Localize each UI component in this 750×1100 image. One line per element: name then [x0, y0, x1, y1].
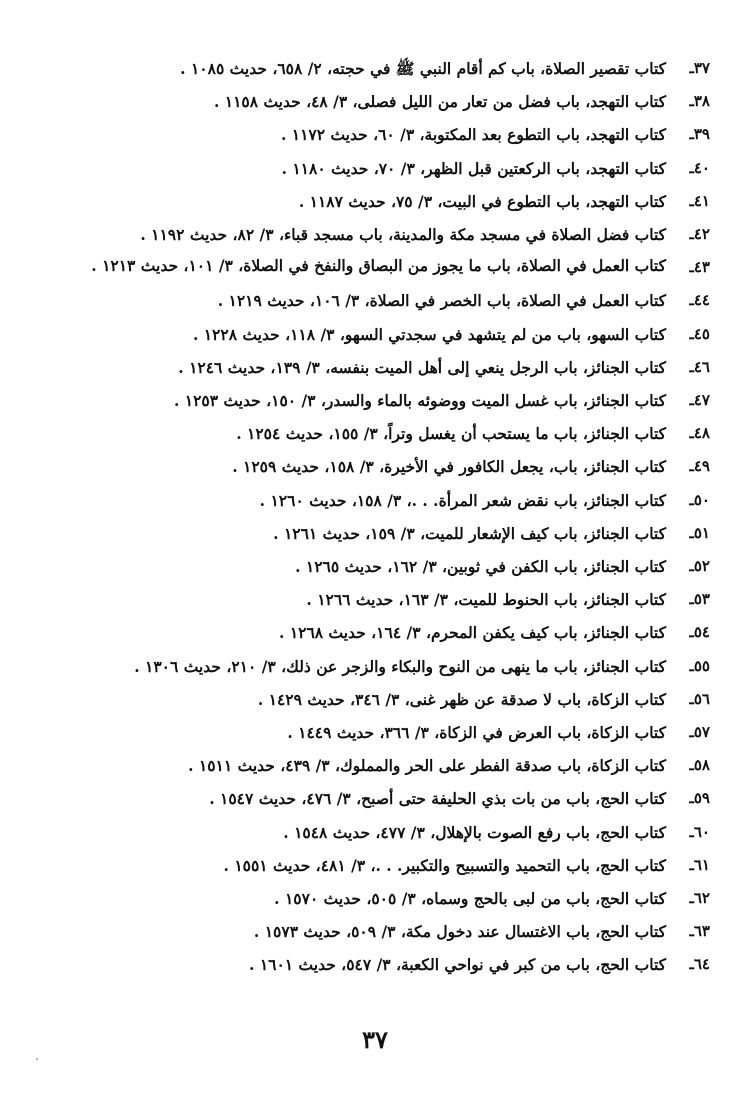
- margin-dot: [36, 1058, 38, 1060]
- reference-entry: [40, 152, 710, 185]
- reference-entry: [40, 85, 710, 118]
- entry-number: ٥١ـ: [689, 523, 710, 542]
- reference-entry: [40, 284, 710, 317]
- entry-number: ٥٤ـ: [689, 623, 710, 642]
- reference-entry: [40, 517, 710, 550]
- entry-number: ٥٧ـ: [689, 723, 710, 742]
- entry-text: كتاب الحج، باب الاغتسال عند دخول مكة، ٣/ ٥٠٩، حديث ١٥٧٣ .: [253, 922, 666, 942]
- entry-number: ٤٢ـ: [689, 225, 710, 244]
- entry-number: ٦٤ـ: [689, 955, 710, 974]
- entry-number: ٦٠ـ: [689, 822, 710, 841]
- entry-number: ٤٤ـ: [689, 291, 710, 310]
- reference-entry: [40, 351, 710, 384]
- reference-entry: [40, 782, 710, 815]
- entry-text: كتاب التهجد، باب التطوع بعد المكتوبة، ٣/ ٦٠، حديث ١١٧٢ .: [280, 125, 666, 145]
- entry-number: ٣٩ـ: [689, 125, 710, 144]
- entry-number: ٤٧ـ: [689, 391, 710, 410]
- reference-entry: [40, 550, 710, 583]
- reference-entry: [40, 185, 710, 218]
- reference-entry: [40, 650, 710, 683]
- reference-entry: [40, 849, 710, 882]
- reference-entry: [40, 915, 710, 948]
- entry-text: كتاب الحج، باب من بات بذي الحليفة حتى أصبح، ٣/ ٤٧٦، حديث ١٥٤٧ .: [209, 789, 666, 809]
- reference-entry: [40, 583, 710, 616]
- entry-text: كتاب الجنائز، باب الحنوط للميت، ٣/ ١٦٣، حديث ١٢٦٦ .: [306, 590, 666, 610]
- entry-number: ٣٧ـ: [689, 59, 710, 77]
- entry-text: كتاب الجنائز، باب، يجعل الكافور في الأخيرة، ٣/ ١٥٨، حديث ١٢٥٩ .: [232, 457, 666, 477]
- entry-number: ٤٩ـ: [689, 457, 710, 476]
- reference-list: [40, 52, 710, 982]
- reference-entry: [40, 948, 710, 981]
- entry-number: ٦٣ـ: [689, 922, 710, 941]
- reference-entry: [40, 251, 710, 284]
- reference-entry: [40, 218, 710, 251]
- entry-number: ٣٨ـ: [689, 92, 710, 111]
- page-number: ٣٧: [362, 1025, 388, 1054]
- reference-entry: [40, 716, 710, 749]
- reference-entry: [40, 816, 710, 849]
- reference-entry: [40, 417, 710, 450]
- entry-number: ٦٢ـ: [689, 889, 710, 908]
- entry-number: ٦١ـ: [689, 855, 710, 874]
- reference-entry: [40, 484, 710, 517]
- entry-number: ٥٦ـ: [689, 689, 710, 708]
- reference-entry: [40, 318, 710, 351]
- entry-text: كتاب العمل في الصلاة، باب ما يجوز من البصاق والنفخ في الصلاة، ٣/ ١٠١، حديث ١٢١٣ .: [91, 256, 666, 276]
- reference-entry: [40, 384, 710, 417]
- entry-text: كتاب الجنائز، باب ما يستحب أن يغسل وتراً، ٣/ ١٥٥، حديث ١٢٥٤ .: [236, 424, 666, 444]
- entry-number: ٤١ـ: [689, 191, 710, 210]
- reference-entry: [40, 683, 710, 716]
- entry-number: ٥٨ـ: [689, 756, 710, 775]
- entry-text: كتاب الجنائز، باب كيف الإشعار للميت، ٣/ ١٥٩، حديث ١٢٦١ .: [273, 523, 666, 543]
- entry-text: كتاب التهجد، باب الركعتين قبل الظهر، ٣/ ٧٠، حديث ١١٨٠ .: [281, 158, 666, 178]
- entry-text: كتاب الجنائز، باب الكفن في ثوبين، ٣/ ١٦٢، حديث ١٢٦٥ .: [295, 557, 666, 577]
- entry-number: ٤٥ـ: [689, 324, 710, 343]
- entry-number: ٤٦ـ: [689, 357, 710, 376]
- entry-text: كتاب التهجد، باب التطوع في البيت، ٣/ ٧٥، حديث ١١٨٧ .: [298, 191, 666, 211]
- entry-number: ٤٠ـ: [689, 158, 710, 177]
- entry-text: كتاب الزكاة، باب لا صدقة عن ظهر غنى، ٣/ ٣٤٦، حديث ١٤٢٩ .: [257, 689, 666, 709]
- reference-entry: [40, 118, 710, 151]
- entry-number: ٤٣ـ: [689, 258, 710, 277]
- entry-number: ٥٥ـ: [689, 656, 710, 675]
- entry-text: كتاب العمل في الصلاة، باب الخصر في الصلاة، ٣/ ١٠٦، حديث ١٢١٩ .: [217, 291, 666, 311]
- entry-text: كتاب السهو، باب من لم يتشهد في سجدتي السهو، ٣/ ١١٨، حديث ١٢٢٨ .: [192, 324, 666, 344]
- entry-text: كتاب الزكاة، باب العرض في الزكاة، ٣/ ٣٦٦، حديث ١٤٤٩ .: [287, 723, 666, 743]
- entry-text: كتاب الحج، باب التحميد والتسبيح والتكبير. . .، ٣/ ٤٨١، حديث ١٥٥١ .: [223, 855, 666, 875]
- entry-text: كتاب الحج، باب رفع الصوت بالإهلال، ٣/ ٤٧٧، حديث ١٥٤٨ .: [283, 822, 666, 842]
- reference-entry: [40, 882, 710, 915]
- reference-entry: [40, 749, 710, 782]
- entry-text: كتاب الجنائز، باب كيف يكفن المحرم، ٣/ ١٦٤، حديث ١٢٦٨ .: [279, 623, 666, 643]
- entry-number: ٥٣ـ: [689, 590, 710, 609]
- entry-text: كتاب الحج، باب من كبر في نواحي الكعبة، ٣/ ٥٤٧، حديث ١٦٠١ .: [249, 955, 666, 975]
- entry-text: كتاب الجنائز، باب ما ينهى من النوح والبكاء والزجر عن ذلك، ٣/ ٢١٠، حديث ١٣٠٦ .: [134, 656, 666, 676]
- entry-number: ٤٨ـ: [689, 424, 710, 443]
- entry-text: كتاب الجنائز، باب غسل الميت ووضوئه بالماء والسدر، ٣/ ١٥٠، حديث ١٢٥٣ .: [173, 391, 666, 411]
- reference-entry: [40, 52, 710, 85]
- entry-number: ٥٠ـ: [689, 490, 710, 509]
- entry-text: كتاب الجنائز، باب نقض شعر المرأة. . .، ٣/ ١٥٨، حديث ١٢٦٠ .: [259, 490, 666, 510]
- entry-text: كتاب الحج، باب من لبى بالحج وسماه، ٣/ ٥٠٥، حديث ١٥٧٠ .: [274, 889, 666, 909]
- entry-text: كتاب التهجد، باب فضل من تعار من الليل فصلى، ٣/ ٤٨، حديث ١١٥٨ .: [213, 92, 666, 112]
- entry-text: كتاب تقصير الصلاة، باب كم أقام النبي ﷺ في حجته، ٢/ ٦٥٨، حديث ١٠٨٥ .: [180, 59, 666, 78]
- reference-entry: [40, 616, 710, 649]
- entry-number: ٥٢ـ: [689, 557, 710, 576]
- reference-entry: [40, 450, 710, 483]
- entry-text: كتاب فضل الصلاة في مسجد مكة والمدينة، باب مسجد قباء، ٣/ ٨٢، حديث ١١٩٢ .: [140, 225, 666, 245]
- entry-text: كتاب الزكاة، باب صدقة الفطر على الحر والمملوك، ٣/ ٤٣٩، حديث ١٥١١ .: [188, 756, 666, 776]
- entry-text: كتاب الجنائز، باب الرجل ينعي إلى أهل الميت بنفسه، ٣/ ١٣٩، حديث ١٢٤٦ .: [178, 357, 666, 377]
- entry-number: ٥٩ـ: [689, 789, 710, 808]
